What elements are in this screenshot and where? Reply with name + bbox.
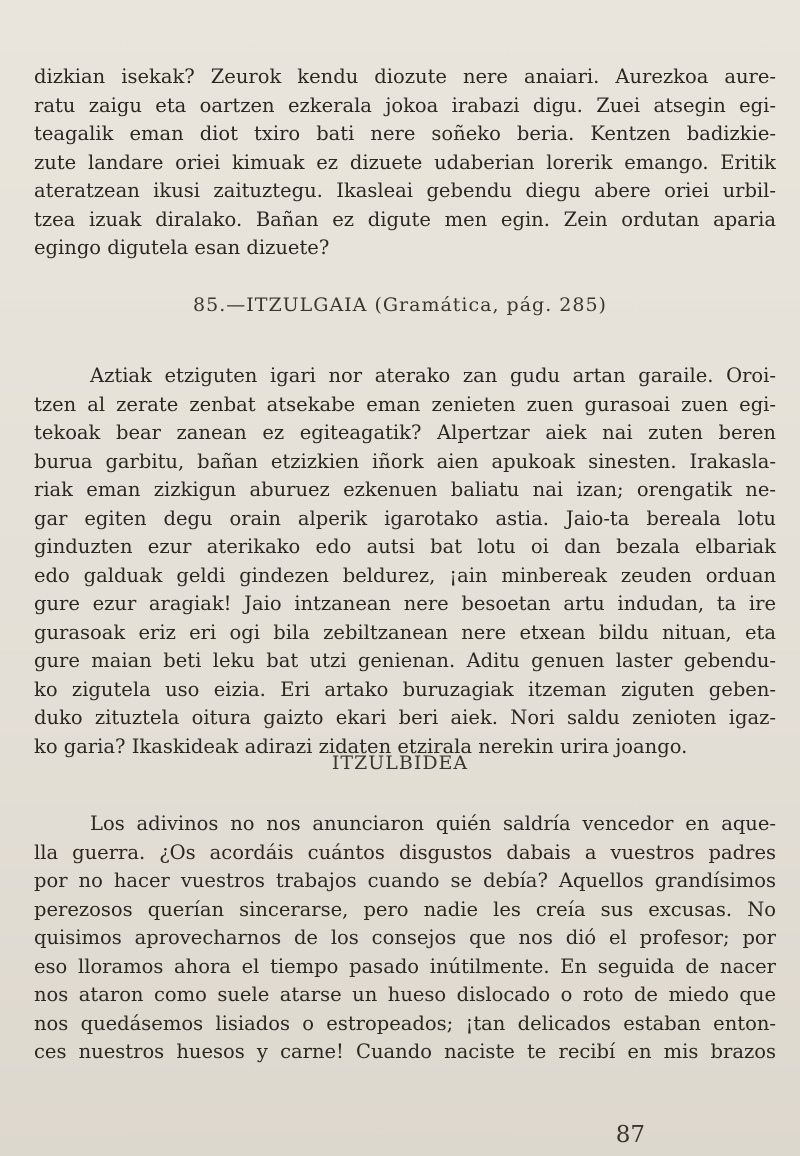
text-line: tekoak bear zanean ez egiteagatik? Alpertzar aiek nai zuten beren xyxy=(34,421,776,444)
text-line: duko zituztela oitura gaizto ekari beri aiek. Nori saldu zenioten igaz- xyxy=(34,706,776,729)
text-line: eso lloramos ahora el tiempo pasado inútilmente. En seguida de nacer xyxy=(34,954,776,978)
text-line: gure maian beti leku bat utzi genienan. Aditu genuen laster gebendu- xyxy=(34,649,776,672)
text-line: gure ezur aragiak! Jaio intzanean nere besoetan artu indudan, ta ire xyxy=(34,592,776,615)
text-line: por no hacer vuestros trabajos cuando se debía? Aquellos grandísimos xyxy=(34,869,776,892)
page-number: 87 xyxy=(615,1122,645,1148)
text-line: ginduzten ezur aterikako edo autsi bat lotu oi dan bezala elbariak xyxy=(34,535,776,558)
text-line: egingo digutela esan dizuete? xyxy=(34,236,330,259)
text-line: Los adivinos no nos anunciaron quién saldría vencedor en aque- xyxy=(90,812,776,835)
text-line: gar egiten degu orain alperik igarotako astia. Jaio-ta bereala lotu xyxy=(34,506,776,530)
paragraph-basque-exercise xyxy=(34,362,776,761)
text-line: nos quedásemos lisiados o estropeados; ¡tan delicados estaban enton- xyxy=(34,1011,776,1035)
paragraph-spanish-translation xyxy=(34,810,776,1067)
text-line: gurasoak eriz eri ogi bila zebiltzanean nere etxean bildu nituan, eta xyxy=(34,620,776,644)
text-line: burua garbitu, bañan etzizkien iñork aien apukoak sinesten. Irakasla- xyxy=(34,449,776,473)
text-line: zute landare oriei kimuak ez dizuete udaberian lorerik emango. Eritik xyxy=(34,150,776,174)
text-line: edo galduak geldi gindezen beldurez, ¡ain minbereak zeuden orduan xyxy=(34,563,776,587)
text-line: ces nuestros huesos y carne! Cuando naciste te recibí en mis brazos xyxy=(34,1040,776,1063)
section-heading-itzulgaia: 85.—ITZULGAIA (Gramática, pág. 285) xyxy=(193,294,607,316)
section-heading-itzulbidea: ITZULBIDEA xyxy=(331,752,469,774)
text-line: perezosos querían sincerarse, pero nadie les creía sus excusas. No xyxy=(34,897,776,921)
text-line: ko garia? Ikaskideak adirazi zidaten etzirala nerekin urira joango. xyxy=(34,734,688,758)
text-line: ratu zaigu eta oartzen ezkerala jokoa irabazi digu. Zuei atsegin egi- xyxy=(34,93,776,117)
text-line: lla guerra. ¿Os acordáis cuántos disgustos dabais a vuestros padres xyxy=(34,840,776,864)
text-line: dizkian isekak? Zeurok kendu diozute nere anaiari. Aurezkoa aure- xyxy=(34,65,776,88)
text-line: Aztiak etziguten igari nor aterako zan gudu artan garaile. Oroi- xyxy=(90,364,776,387)
text-line: ateratzean ikusi zaituztegu. Ikasleai gebendu diegu abere oriei urbil- xyxy=(34,179,776,202)
text-line: tzen al zerate zenbat atsekabe eman zenieten zuen gurasoai zuen egi- xyxy=(34,392,776,416)
text-line: tzea izuak diralako. Bañan ez digute men egin. Zein ordutan aparia xyxy=(34,207,776,231)
paragraph-basque-continuation xyxy=(34,63,776,263)
text-line: nos ataron como suele atarse un hueso dislocado o roto de miedo que xyxy=(34,983,776,1006)
text-line: quisimos aprovecharnos de los consejos que nos dió el profesor; por xyxy=(34,926,776,949)
text-line: riak eman zizkigun aburuez ezkenuen baliatu nai izan; orengatik ne- xyxy=(34,478,776,501)
text-line: ko zigutela uso eizia. Eri artako buruzagiak itzeman ziguten geben- xyxy=(34,677,776,701)
text-line: teagalik eman diot txiro bati nere soñeko beria. Kentzen badizkie- xyxy=(34,122,776,145)
